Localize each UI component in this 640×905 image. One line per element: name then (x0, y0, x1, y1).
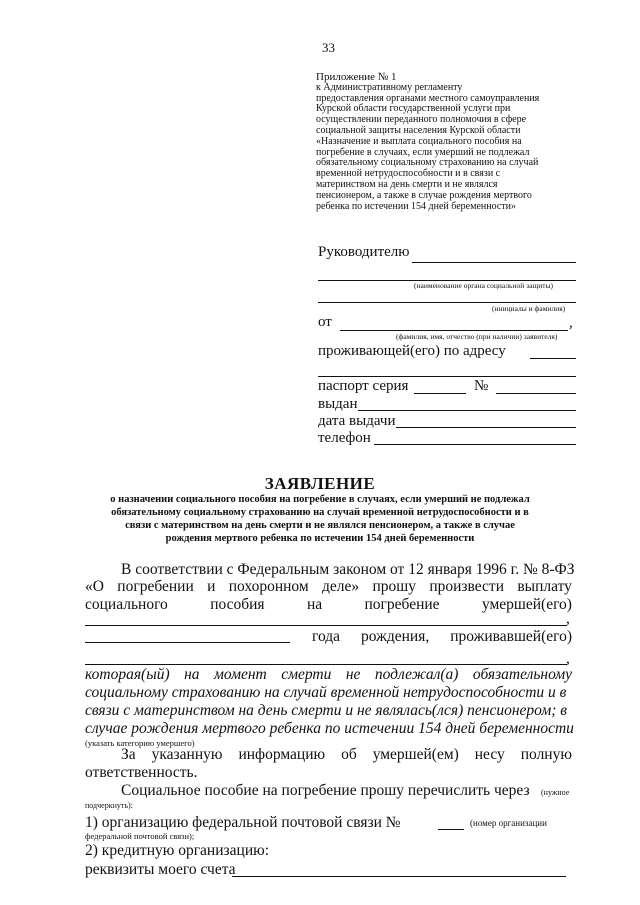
word: подлежал(а) (374, 666, 459, 683)
italic-line2: социальному страхованию на случай временной нетрудоспособности и в (85, 684, 567, 701)
word: За (121, 746, 136, 763)
address-field[interactable] (530, 358, 576, 359)
option1-hint2: федеральной почтовой связи); (85, 831, 195, 841)
option1-text: 1) организацию федеральной почтовой связи № (85, 814, 401, 831)
category-hint: (указать категорию умершего) (85, 738, 195, 748)
appendix-line: временной нетрудоспособности и в связи с (316, 168, 501, 180)
appendix-line: Курской области государственной услуги при (316, 103, 511, 115)
word: прошу (372, 578, 416, 595)
word: полную (520, 746, 572, 763)
word: деле» (322, 578, 360, 595)
statement-title: ЗАЯВЛЕНИЕ (264, 474, 376, 493)
statement-subtitle-line: обязательному социальному страхованию на случай временной нетрудоспособности и в (111, 507, 529, 518)
word: произвести (429, 578, 504, 595)
option1-hint: (номер организации (470, 818, 547, 828)
word: указанную (151, 746, 223, 763)
org-hint: (наименование органа социальной защиты) (414, 281, 554, 290)
post-office-number-field[interactable] (438, 829, 464, 830)
statement-subtitle-line: рождения мертвого ребенка по истечении 154 дней беременности (165, 533, 475, 544)
address-label: проживающей(его) по адресу (318, 343, 506, 359)
option2-text: 2) кредитную организацию: (85, 842, 270, 859)
appendix-line: обязательному социальному страхованию на случай (316, 157, 539, 169)
para1-line1: В соответствии с Федеральным законом от 12 января 1996 г. № 8-ФЗ (121, 561, 575, 578)
from-label: от (318, 314, 332, 330)
from-field[interactable] (340, 330, 568, 331)
word: умершей(его) (481, 596, 572, 613)
appendix-line: «Назначение и выплата социального пособия на (316, 135, 522, 147)
para1-line2 (85, 578, 572, 596)
transfer-line: Социальное пособие на погребение прошу перечислить через (121, 782, 530, 799)
word: об (341, 746, 357, 763)
deceased-name-field[interactable] (85, 625, 567, 626)
word: «О (85, 578, 104, 595)
to-field[interactable] (412, 262, 576, 263)
appendix-line: пенсионером, а также в случае рождения мертвого (316, 189, 532, 201)
word: которая(ый) (85, 666, 170, 683)
appendix-line: предоставления органами местного самоуправления (316, 92, 540, 104)
issue-date-label: дата выдачи (318, 413, 396, 429)
word: умершей(ем) (372, 746, 459, 763)
word: погребение (364, 596, 440, 613)
word: рождения, (361, 628, 430, 645)
appendix-block (316, 72, 578, 212)
word: погребении (117, 578, 194, 595)
word: момент (214, 666, 267, 683)
fio-hint: (фамилия, имя, отчество (при наличии) заявителя) (396, 332, 558, 341)
word: пособия (210, 596, 265, 613)
appendix-line: материнством на день смерти и не являлся (316, 178, 498, 190)
word: смерти (281, 666, 332, 683)
word: не (345, 666, 361, 683)
appendix-line: осуществлении переданного полномочия в сфере (316, 114, 527, 126)
residence-field[interactable] (85, 664, 567, 665)
transfer-hint-a: (нужное (541, 788, 570, 797)
appendix-line: ребенка по истечении 154 дней беременности» (316, 200, 516, 212)
issued-label: выдан (318, 396, 358, 412)
deceased-comma: , (566, 610, 570, 627)
word: на (306, 596, 323, 613)
word: и (207, 578, 216, 595)
word: проживавшей(его) (450, 628, 572, 645)
transfer-hint-b: подчеркнуть): (85, 801, 133, 810)
word: на (184, 666, 200, 683)
phone-field[interactable] (374, 444, 576, 445)
from-comma: , (569, 315, 573, 331)
italic-line1 (85, 666, 572, 684)
appendix-line: социальной защиты населения Курской области (316, 124, 521, 136)
word: года (312, 628, 341, 645)
issued-field[interactable] (358, 410, 576, 411)
birth-year-field[interactable] (85, 642, 290, 643)
italic-line4: случае рождения мертвого ребенка по истечении 154 дней беременности (85, 720, 574, 737)
word: несу (474, 746, 505, 763)
word: социального (85, 596, 168, 613)
statement-subtitle-line: о назначении социального пособия на погребение в случаях, если умерший не подлежал (110, 494, 530, 505)
word: обязательному (472, 666, 572, 683)
appendix-line: Приложение № 1 (316, 71, 397, 83)
initials-hint: (инициалы и фамилия) (492, 304, 566, 313)
residence-comma: , (566, 650, 570, 667)
initials-field[interactable] (318, 302, 576, 303)
italic-line3: связи с материнством на день смерти и не являлась(лся) пенсионером; в (85, 702, 567, 719)
appendix-line: к Административному регламенту (316, 81, 463, 93)
issue-date-field[interactable] (396, 427, 576, 428)
appendix-line: погребение в случаях, если умерший не подлежал (316, 146, 530, 158)
para1-line3 (85, 596, 572, 614)
passport-number-label: № (474, 378, 489, 394)
statement-subtitle-line: связи с материнством на день смерти и не являлся пенсионером, а также в случае (125, 520, 515, 531)
word: информацию (238, 746, 326, 763)
passport-label: паспорт серия (318, 378, 409, 394)
to-label: Руководителю (318, 244, 410, 260)
account-label: реквизиты моего счета (85, 861, 236, 878)
responsibility-line1 (121, 746, 572, 764)
phone-label: телефон (318, 430, 371, 446)
passport-number-field[interactable] (496, 393, 576, 394)
para1-line5 (312, 628, 572, 646)
word: выплату (517, 578, 572, 595)
page-number: 33 (322, 40, 335, 55)
passport-series-field[interactable] (414, 393, 466, 394)
responsibility-line2: ответственность. (85, 764, 198, 781)
account-field[interactable] (232, 876, 566, 877)
address-field-2[interactable] (318, 376, 576, 377)
word: похоронном (228, 578, 309, 595)
